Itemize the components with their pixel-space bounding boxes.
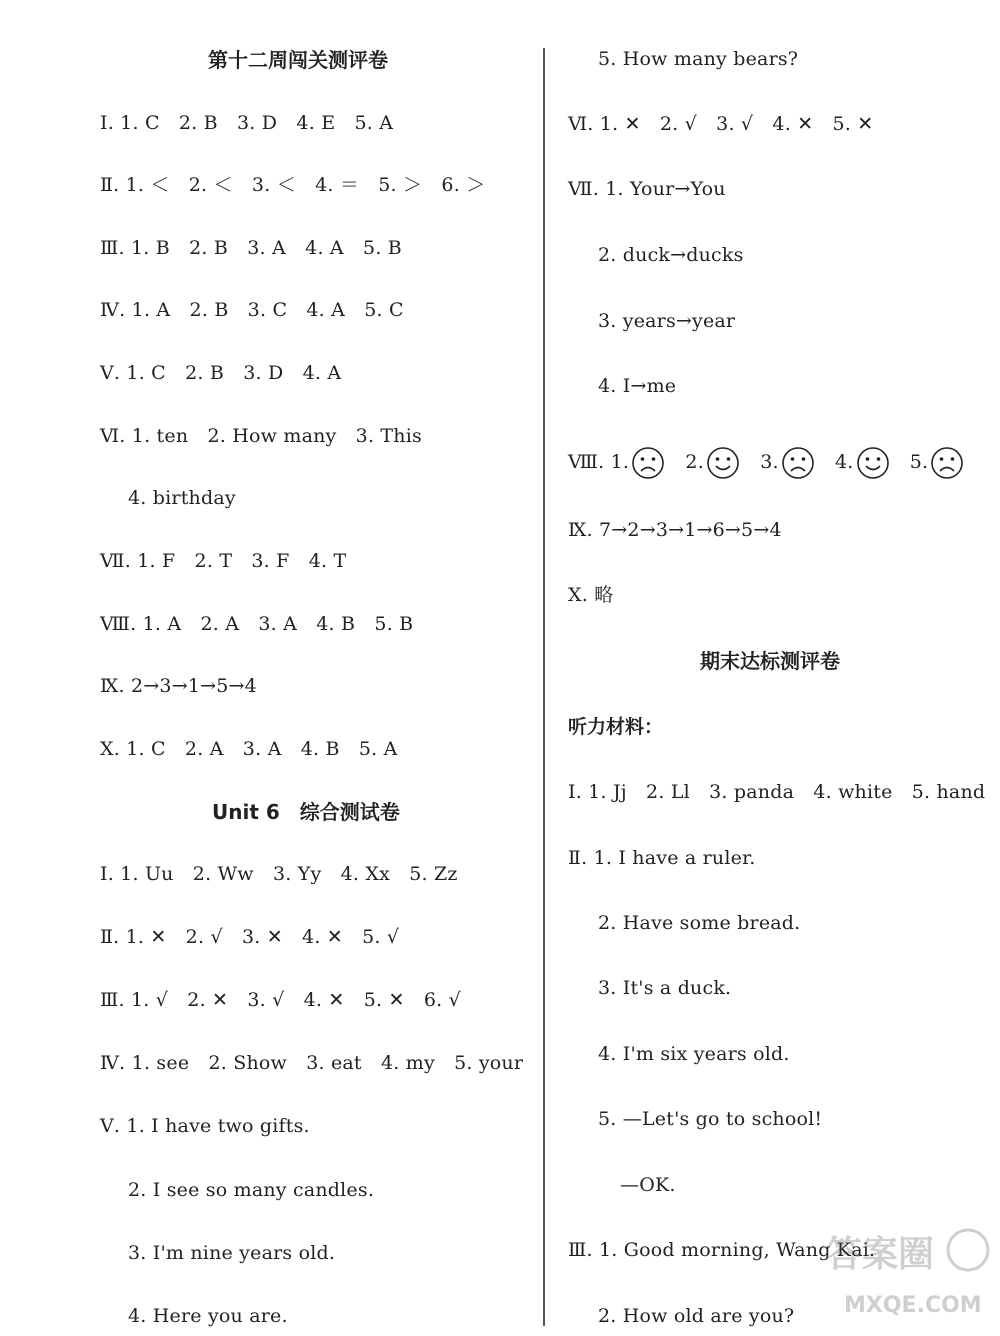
answer-line: Ⅸ. 7→2→3→1→6→5→4 [568, 519, 782, 541]
answer-line: 3. years→year [598, 310, 736, 332]
answer-line: Ⅵ. 1. ten 2. How many 3. This [100, 425, 422, 447]
watermark-url: MXQE.COM [844, 1293, 982, 1318]
answer-line: 2. I see so many candles. [128, 1179, 375, 1201]
answer-line: 2. How old are you? [598, 1305, 795, 1327]
faces-answer-line [568, 445, 964, 480]
section-title-final: 期末达标测评卷 [700, 649, 840, 673]
answer-line: Ⅸ. 2→3→1→5→4 [100, 675, 257, 697]
face-label: 5. [909, 451, 929, 473]
answer-line: Ⅹ. 1. C 2. A 3. A 4. B 5. A [100, 738, 398, 760]
section-title-week12: 第十二周闯关测评卷 [208, 48, 388, 72]
answer-line: 3. It's a duck. [598, 977, 732, 999]
answer-line: 4. I→me [598, 375, 677, 397]
answer-line: Ⅱ. 1. I have a ruler. [568, 847, 756, 869]
answer-line: Ⅲ. 1. Good morning, Wang Kai. [568, 1239, 876, 1261]
answer-line: 4. Here you are. [128, 1305, 288, 1327]
listening-material-label: 听力材料： [568, 716, 664, 738]
answer-line: Ⅴ. 1. I have two gifts. [100, 1115, 310, 1137]
answer-line: 4. birthday [128, 487, 236, 509]
answer-line: Ⅹ. 略 [568, 584, 614, 606]
answer-line: Ⅷ. 1. A 2. A 3. A 4. B 5. B [100, 613, 414, 635]
face-label: 1. [610, 451, 630, 473]
answer-line: 3. I'm nine years old. [128, 1242, 336, 1264]
sad-face-icon [631, 446, 665, 480]
section-title-unit6: Unit 6 综合测试卷 [212, 800, 400, 824]
answer-line: Ⅵ. 1. ✕ 2. √ 3. √ 4. ✕ 5. ✕ [568, 113, 874, 135]
answer-line: Ⅶ. 1. F 2. T 3. F 4. T [100, 550, 347, 572]
answer-line: Ⅱ. 1. ＜ 2. ＜ 3. ＜ 4. ＝ 5. ＞ 6. ＞ [100, 174, 486, 196]
answer-line: 4. I'm six years old. [598, 1043, 790, 1065]
answer-line: Ⅶ. 1. Your→You [568, 178, 726, 200]
answer-line: 5. —Let's go to school! [598, 1108, 823, 1130]
answer-line: Ⅰ. 1. Uu 2. Ww 3. Yy 4. Xx 5. Zz [100, 863, 458, 885]
face-label: 4. [834, 451, 854, 473]
sad-face-icon [930, 446, 964, 480]
happy-face-icon [706, 446, 740, 480]
answer-line: Ⅲ. 1. B 2. B 3. A 4. A 5. B [100, 237, 402, 259]
answer-line: 2. duck→ducks [598, 244, 744, 266]
answer-line: 5. How many bears? [598, 48, 799, 70]
happy-face-icon [856, 446, 890, 480]
watermark-text: 答案圈 [826, 1234, 935, 1275]
column-divider [543, 48, 545, 1326]
answer-line: Ⅴ. 1. C 2. B 3. D 4. A [100, 362, 342, 384]
answer-line: —OK. [620, 1174, 676, 1196]
answer-line: Ⅰ. 1. Jj 2. Ll 3. panda 4. white 5. hand [568, 781, 986, 803]
answer-line: 2. Have some bread. [598, 912, 801, 934]
answer-line: Ⅱ. 1. ✕ 2. √ 3. ✕ 4. ✕ 5. √ [100, 926, 400, 948]
face-label: 3. [760, 451, 779, 473]
answer-line: Ⅲ. 1. √ 2. ✕ 3. √ 4. ✕ 5. ✕ 6. √ [100, 989, 461, 1011]
sad-face-icon [781, 446, 815, 480]
answer-line: Ⅳ. 1. see 2. Show 3. eat 4. my 5. your [100, 1052, 524, 1074]
answer-line: Ⅳ. 1. A 2. B 3. C 4. A 5. C [100, 299, 404, 321]
roman-numeral-8: Ⅷ. [568, 451, 605, 473]
answer-line: Ⅰ. 1. C 2. B 3. D 4. E 5. A [100, 112, 394, 134]
face-label: 2. [685, 451, 704, 473]
